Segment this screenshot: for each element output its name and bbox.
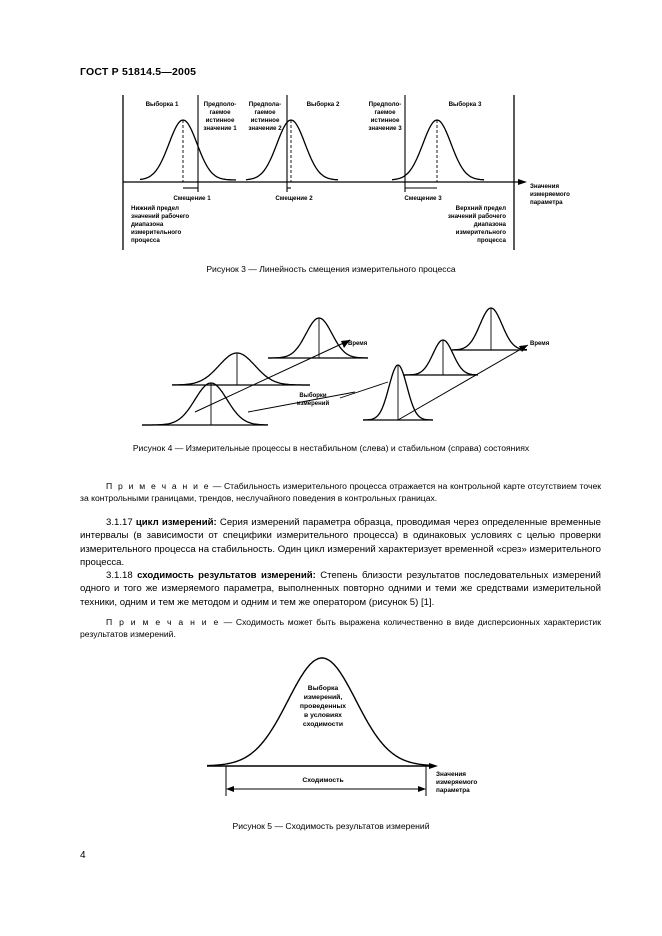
label-lower-limit-l5: процесса: [131, 237, 160, 244]
label-axis-l1: Значения: [436, 771, 467, 778]
note-text: — Сходимость может быть выражена количественно в виде дисперсионных характеристик результатов измерений.: [80, 617, 601, 640]
label-lower-limit-l1: Нижний предел: [131, 205, 179, 212]
definition-text: Серия измерений параметра образца, проводимая через определенные временные интервалы (в зависимости от специфики измерительного процесса) в одинаковых условиях с целью проверки измерительного процесса на стабильность. Один цикл измерений характеризует временной «срез» измерительного процесса.: [80, 517, 602, 568]
label-sample-2: Выборка 2: [306, 101, 340, 108]
label-axis-l1: Значения: [530, 183, 560, 190]
document-header: ГОСТ Р 51814.5—2005: [80, 66, 197, 78]
label-lower-limit-l4: измерительного: [131, 229, 182, 236]
label-upper-limit-l3: диапазона: [473, 221, 506, 228]
label-assumed-true-2-l4: значение 2: [248, 125, 282, 132]
label-assumed-true-3-l2: гаемое: [374, 109, 396, 116]
term: цикл измерений:: [135, 517, 217, 528]
label-assumed-true-3-l1: Предполо-: [368, 101, 402, 108]
label-lower-limit-l2: значений рабочего: [131, 213, 190, 220]
label-assumed-true-2-l3: истинное: [250, 117, 280, 124]
label-axis-l3: параметра: [436, 787, 470, 794]
label-sample-l4: в условиях: [304, 712, 342, 719]
figure-5-caption: Рисунок 5 — Сходимость результатов измерений: [232, 821, 430, 831]
label-sample-l2: измерений,: [303, 694, 343, 701]
label-assumed-true-1-l2: гаемое: [209, 109, 231, 116]
label-assumed-true-1-l4: значение 1: [203, 125, 237, 132]
label-bias-3: Смещение 3: [404, 195, 442, 202]
x-axis-arrow: [429, 763, 438, 769]
figure-4-caption: Рисунок 4 — Измерительные процессы в нестабильном (слева) и стабильном (справа) состояниях: [132, 443, 530, 453]
term: сходимость результатов измерений:: [137, 570, 316, 581]
label-axis-l2: измеряемого: [436, 779, 478, 786]
figure-3-caption: Рисунок 3 — Линейность смещения измерительного процесса: [206, 264, 456, 274]
label-upper-limit-l5: процесса: [477, 237, 506, 244]
definition-text: Степень близости результатов последовательных измерений одного и того же измеряемого параметра, выполненных повторно одними и теми же средствами измерительной техники, одним и тем же методом и одним и тем же оператором (рисунок 5) [1].: [80, 570, 602, 608]
label-bias-1: Смещение 1: [173, 195, 211, 202]
label-sample-l5: сходимости: [302, 721, 344, 728]
label-repeatability: Сходимость: [302, 777, 344, 784]
label-upper-limit-l1: Верхний предел: [455, 205, 506, 212]
label-time-left: Время: [348, 341, 368, 347]
label-assumed-true-1-l3: истинное: [205, 117, 235, 124]
label-upper-limit-l4: измерительного: [455, 229, 506, 236]
page-number: 4: [80, 850, 86, 861]
label-assumed-true-2-l2: гаемое: [254, 109, 276, 116]
label-assumed-true-1-l1: Предполо-: [203, 101, 237, 108]
label-lower-limit-l3: диапазона: [131, 221, 164, 228]
label-upper-limit-l2: значений рабочего: [447, 213, 506, 220]
label-sample-l3: проведенных: [299, 703, 347, 710]
label-assumed-true-2-l1: Предпола-: [248, 101, 282, 108]
range-arrow-right: [418, 786, 426, 792]
note-label: П р и м е ч а н и е: [106, 617, 220, 627]
label-bias-2: Смещение 2: [275, 195, 313, 202]
label-sample-1: Выборка 1: [145, 101, 179, 108]
note-text: — Стабильность измерительного процесса отражается на контрольной карте отсутствием точек за контрольными границами, трендов, неслучайного поведения в контрольных границах.: [80, 481, 601, 504]
label-samples-l2: измерений: [296, 401, 330, 407]
label-time-right: Время: [530, 341, 550, 347]
label-axis-l3: параметра: [530, 199, 563, 206]
clause-number: 3.1.17: [106, 517, 133, 528]
note-label: П р и м е ч а н и е: [106, 481, 211, 491]
range-arrow-left: [226, 786, 234, 792]
label-sample-3: Выборка 3: [448, 101, 482, 108]
label-sample-l1: Выборка: [307, 685, 339, 692]
label-assumed-true-3-l4: значение 3: [368, 125, 402, 132]
label-axis-l2: измеряемого: [530, 191, 570, 198]
label-assumed-true-3-l3: истинное: [370, 117, 400, 124]
label-samples-l1: Выборки: [299, 393, 327, 399]
clause-number: 3.1.18: [106, 570, 133, 581]
